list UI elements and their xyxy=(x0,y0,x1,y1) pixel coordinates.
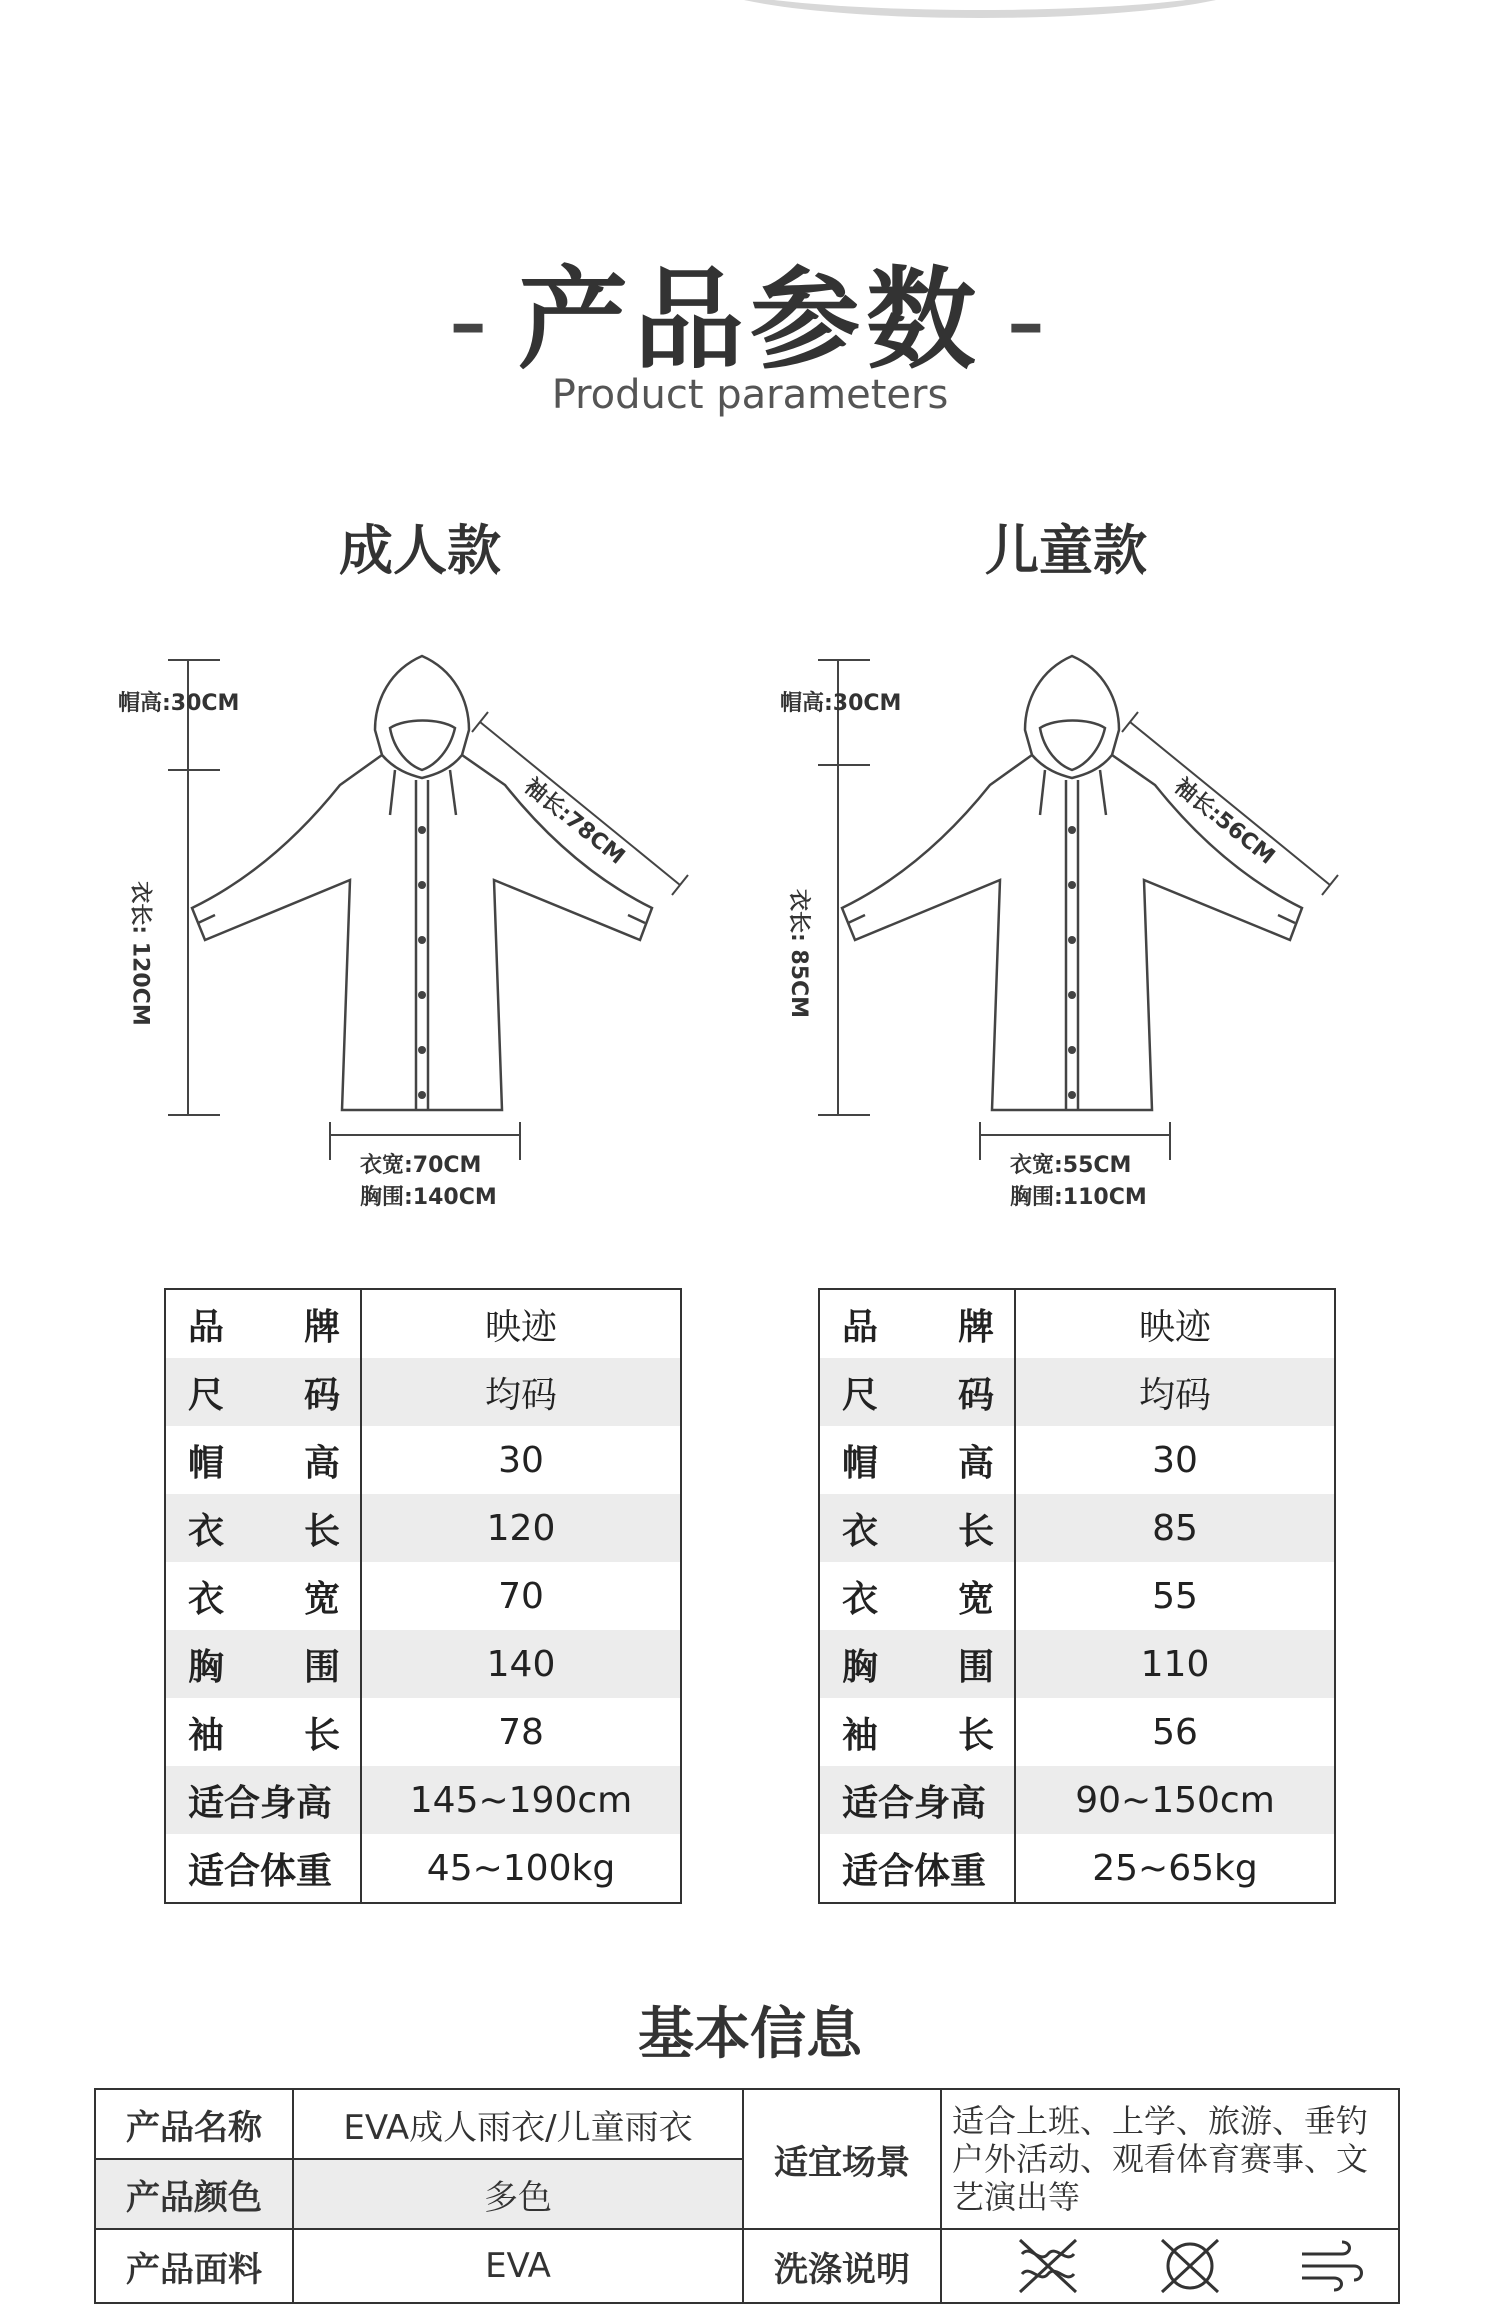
adult-raincoat-diagram xyxy=(120,640,720,1240)
table-row xyxy=(819,1630,1335,1698)
table-key-part: 衣 xyxy=(842,1510,879,1552)
table-key-part: 帽 xyxy=(188,1442,225,1484)
table-row xyxy=(165,1766,681,1834)
table-value: 45~100kg xyxy=(426,1847,616,1889)
child-raincoat-diagram xyxy=(770,640,1370,1240)
adult-sleeve-label: 袖长:78CM xyxy=(519,773,630,870)
table-key-part: 适合体重 xyxy=(188,1850,333,1892)
wash-label: 洗涤说明 xyxy=(743,2229,941,2303)
table-key-part: 长 xyxy=(303,1714,340,1756)
table-row xyxy=(819,1698,1335,1766)
info-row xyxy=(95,2089,1399,2159)
table-value: 均码 xyxy=(1015,1358,1335,1426)
table-key xyxy=(165,1766,361,1834)
table-value: 均码 xyxy=(361,1358,681,1426)
table-key xyxy=(819,1358,1015,1426)
table-row xyxy=(819,1562,1335,1630)
table-key xyxy=(819,1766,1015,1834)
table-value: 30 xyxy=(498,1439,544,1481)
table-key xyxy=(165,1698,361,1766)
info-key: 产品名称 xyxy=(95,2089,293,2159)
scene-label: 适宜场景 xyxy=(743,2089,941,2229)
table-row xyxy=(819,1358,1335,1426)
table-key-part: 衣 xyxy=(188,1510,225,1552)
wash-icons-cell xyxy=(941,2229,1399,2303)
table-value: 映迹 xyxy=(1138,1306,1211,1348)
table-row xyxy=(165,1358,681,1426)
table-key-part: 长 xyxy=(957,1714,994,1756)
table-row xyxy=(165,1630,681,1698)
table-key xyxy=(819,1630,1015,1698)
table-value: 90~150cm xyxy=(1015,1766,1335,1834)
adult-length-label: 衣长: 120CM xyxy=(127,881,153,1026)
table-key-part: 高 xyxy=(303,1442,340,1484)
table-key-part: 高 xyxy=(957,1442,994,1484)
info-value: EVA成人雨衣/儿童雨衣 xyxy=(293,2089,743,2159)
air-dry-icon xyxy=(1296,2236,1368,2296)
table-value: 55 xyxy=(1152,1575,1198,1617)
table-key-part: 衣 xyxy=(842,1578,879,1620)
table-value: 120 xyxy=(361,1494,681,1562)
table-key-part: 袖 xyxy=(188,1714,225,1756)
table-key xyxy=(819,1562,1015,1630)
table-key xyxy=(165,1834,361,1903)
table-key-part: 适合身高 xyxy=(188,1782,333,1824)
table-key xyxy=(819,1698,1015,1766)
adult-chest-label: 胸围:140CM xyxy=(360,1185,497,1210)
table-key-part: 牌 xyxy=(303,1306,340,1348)
table-value: 78 xyxy=(498,1711,544,1753)
child-model-title: 儿童款 xyxy=(985,519,1147,582)
table-value: 56 xyxy=(1152,1711,1198,1753)
table-row xyxy=(819,1426,1335,1494)
table-key xyxy=(165,1426,361,1494)
decorative-arc xyxy=(700,0,1260,18)
table-key xyxy=(819,1494,1015,1562)
scene-value: 适合上班、上学、旅游、垂钓户外活动、观看体育赛事、文艺演出等 xyxy=(941,2089,1399,2229)
table-row xyxy=(165,1426,681,1494)
table-key-part: 围 xyxy=(957,1646,994,1688)
info-key: 产品颜色 xyxy=(95,2159,293,2229)
adult-width-label: 衣宽:70CM xyxy=(360,1153,482,1178)
page-title: - 产品参数 - xyxy=(448,256,1052,384)
adult-model-title: 成人款 xyxy=(339,519,501,582)
table-key xyxy=(819,1426,1015,1494)
basic-info-title: 基本信息 xyxy=(638,2002,862,2067)
table-key-part: 尺 xyxy=(188,1374,225,1416)
table-key xyxy=(165,1562,361,1630)
table-key xyxy=(165,1630,361,1698)
table-value: 25~65kg xyxy=(1092,1847,1258,1889)
page-subtitle: Product parameters xyxy=(551,372,949,418)
table-key-part: 长 xyxy=(303,1510,340,1552)
no-wring-icon xyxy=(1012,2236,1084,2296)
table-row xyxy=(819,1494,1335,1562)
table-key-part: 胸 xyxy=(842,1646,879,1688)
table-value: 140 xyxy=(361,1630,681,1698)
table-row xyxy=(819,1834,1335,1903)
no-dry-clean-icon xyxy=(1154,2236,1226,2296)
info-value: EVA xyxy=(293,2229,743,2303)
table-row xyxy=(819,1289,1335,1358)
table-key xyxy=(165,1494,361,1562)
info-row xyxy=(95,2229,1399,2303)
table-row xyxy=(165,1289,681,1358)
table-row xyxy=(165,1494,681,1562)
table-key-part: 尺 xyxy=(842,1374,879,1416)
table-key-part: 牌 xyxy=(957,1306,994,1348)
table-row xyxy=(819,1766,1335,1834)
table-key-part: 适合体重 xyxy=(842,1850,987,1892)
table-row xyxy=(165,1834,681,1903)
child-size-table xyxy=(818,1288,1336,1904)
table-key-part: 围 xyxy=(303,1646,340,1688)
info-key: 产品面料 xyxy=(95,2229,293,2303)
table-key xyxy=(165,1289,361,1358)
table-row xyxy=(165,1562,681,1630)
basic-info-table xyxy=(94,2088,1400,2304)
table-value: 映迹 xyxy=(484,1306,557,1348)
table-value: 145~190cm xyxy=(361,1766,681,1834)
child-sleeve-label: 袖长:56CM xyxy=(1169,773,1280,870)
child-width-label: 衣宽:55CM xyxy=(1010,1153,1132,1178)
table-value: 110 xyxy=(1015,1630,1335,1698)
table-key-part: 码 xyxy=(957,1374,994,1416)
adult-size-table xyxy=(164,1288,682,1904)
table-key-part: 袖 xyxy=(842,1714,879,1756)
table-key-part: 适合身高 xyxy=(842,1782,987,1824)
table-key-part: 帽 xyxy=(842,1442,879,1484)
table-key xyxy=(819,1289,1015,1358)
table-key-part: 品 xyxy=(188,1306,225,1348)
table-value: 30 xyxy=(1152,1439,1198,1481)
table-key-part: 衣 xyxy=(188,1578,225,1620)
table-key xyxy=(165,1358,361,1426)
child-length-label: 衣长: 85CM xyxy=(786,888,812,1019)
table-value: 70 xyxy=(498,1575,544,1617)
child-hood-height-label: 帽高:30CM xyxy=(780,691,902,716)
child-chest-label: 胸围:110CM xyxy=(1010,1185,1147,1210)
table-row xyxy=(165,1698,681,1766)
table-key-part: 宽 xyxy=(303,1578,340,1620)
table-key-part: 长 xyxy=(957,1510,994,1552)
table-key xyxy=(819,1834,1015,1903)
adult-hood-height-label: 帽高:30CM xyxy=(118,691,240,716)
table-key-part: 品 xyxy=(842,1306,879,1348)
table-value: 85 xyxy=(1015,1494,1335,1562)
table-key-part: 胸 xyxy=(188,1646,225,1688)
info-value: 多色 xyxy=(293,2159,743,2229)
table-key-part: 宽 xyxy=(957,1578,994,1620)
table-key-part: 码 xyxy=(303,1374,340,1416)
